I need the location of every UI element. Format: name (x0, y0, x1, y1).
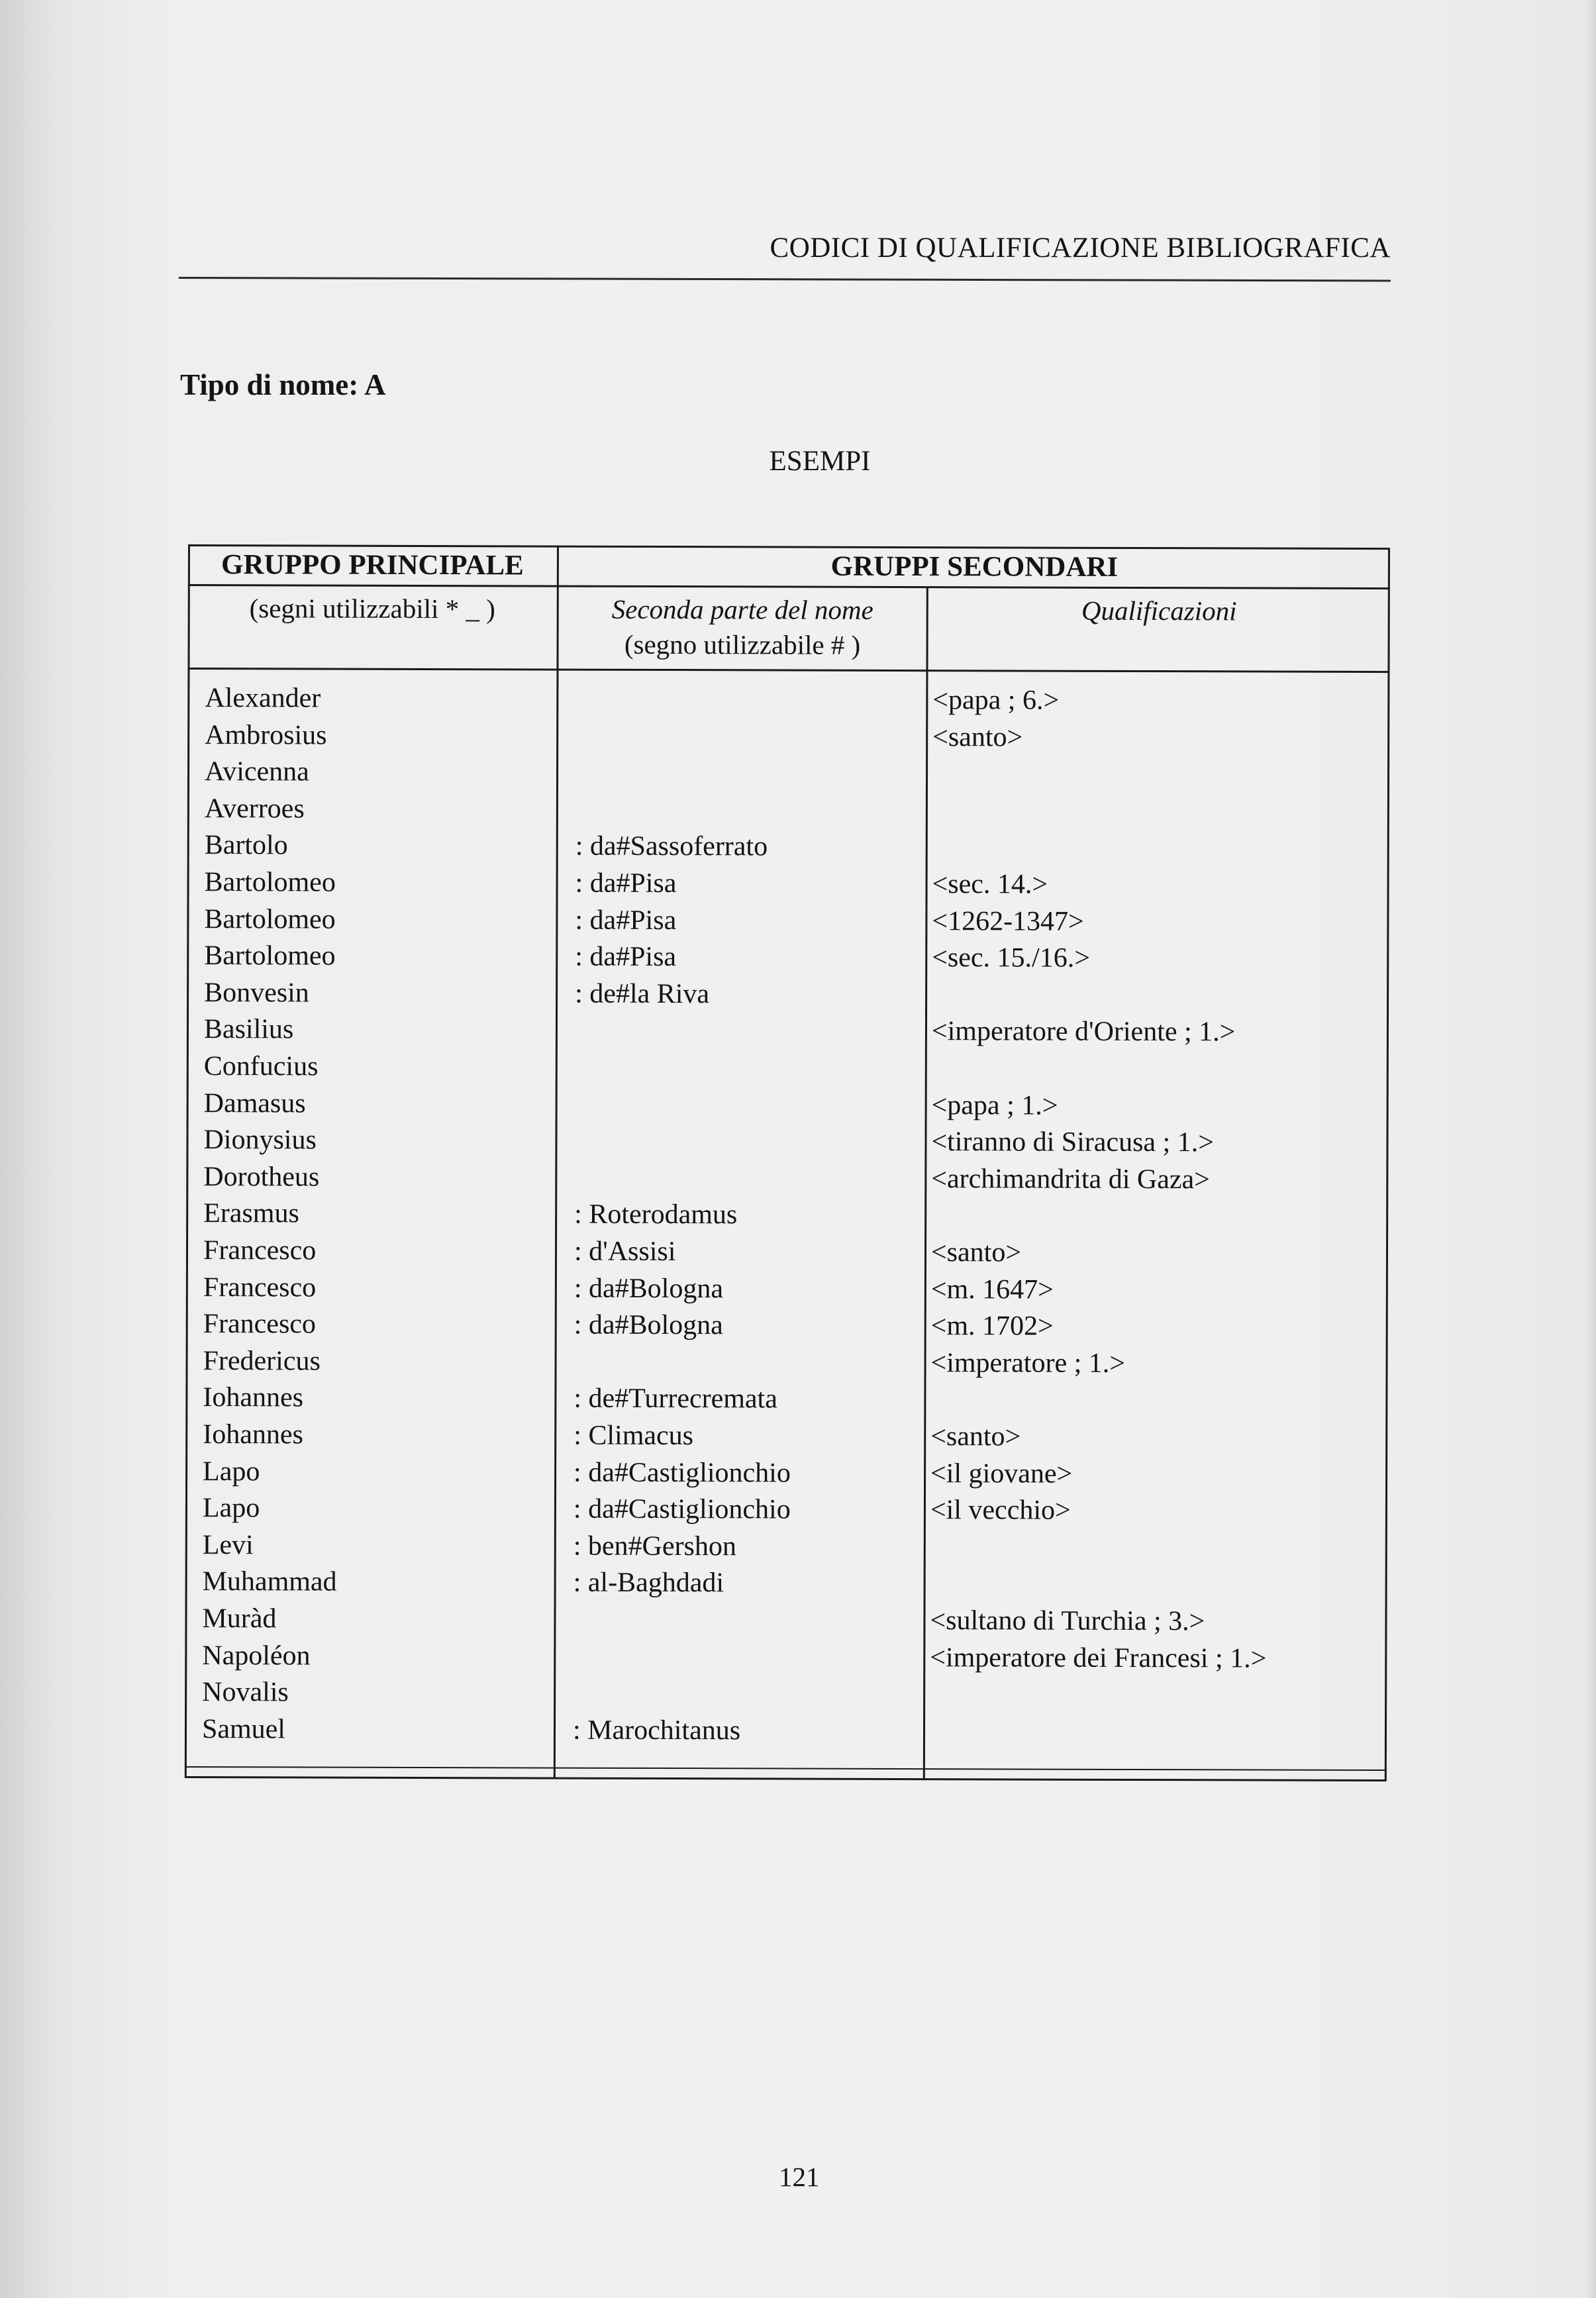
cell-main-group: Samuel (201, 1713, 286, 1745)
cell-main-group: Lapo (203, 1456, 260, 1487)
cell-main-group: Confucius (203, 1051, 319, 1082)
table-row (186, 1234, 1388, 1274)
header-qualifications: Qualificazioni (1081, 595, 1237, 626)
cell-second-part: : de#Turrecremata (574, 1383, 777, 1415)
running-header: CODICI DI QUALIFICAZIONE BIBLIOGRAFICA (770, 232, 1391, 264)
table-row (185, 1492, 1387, 1532)
table-row (187, 719, 1389, 759)
cell-qualification: <archimandrita di Gaza> (931, 1163, 1210, 1195)
cell-qualification: <imperatore d'Oriente ; 1.> (931, 1016, 1236, 1048)
cell-second-part: : da#Castiglionchio (573, 1493, 791, 1525)
examples-table (185, 544, 1390, 1781)
cell-qualification: <imperatore ; 1.> (930, 1347, 1126, 1379)
cell-main-group: Dionysius (203, 1124, 317, 1156)
table-row (186, 1124, 1388, 1164)
header-main-group-sub: (segni utilizzabili * _ ) (249, 593, 495, 624)
table-row (186, 1272, 1388, 1311)
cell-main-group: Erasmus (203, 1198, 299, 1229)
cell-qualification: <papa ; 1.> (931, 1089, 1058, 1121)
cell-second-part: : da#Bologna (574, 1309, 723, 1341)
name-type-label: Tipo di nome: A (180, 368, 386, 401)
table-row (185, 1345, 1387, 1385)
table-row (185, 1456, 1387, 1495)
table-row (185, 1713, 1387, 1753)
cell-main-group: Levi (202, 1529, 254, 1561)
cell-qualification: <santo> (930, 1237, 1022, 1268)
table-row (187, 1087, 1389, 1127)
cell-second-part: : da#Bologna (574, 1273, 724, 1304)
cell-qualification: <sultano di Turchia ; 3.> (930, 1605, 1205, 1637)
cell-second-part: : Marochitanus (572, 1715, 741, 1746)
cell-main-group: Avicenna (204, 756, 309, 787)
table-row (187, 793, 1389, 832)
cell-main-group: Francesco (203, 1272, 317, 1303)
table-row (186, 1161, 1388, 1201)
header-second-part-sub: (segno utilizzabile # ) (624, 628, 861, 660)
cell-qualification: <papa ; 6.> (932, 685, 1060, 716)
cell-main-group: Dorotheus (203, 1161, 320, 1193)
table-row (187, 829, 1389, 869)
cell-main-group: Ambrosius (205, 719, 327, 751)
cell-second-part: : Roterodamus (574, 1199, 738, 1230)
cell-main-group: Bonvesin (204, 977, 309, 1009)
table-row (187, 903, 1389, 943)
cell-qualification: <santo> (930, 1421, 1021, 1452)
cell-qualification: <imperatore dei Francesi ; 1.> (930, 1642, 1267, 1674)
cell-main-group: Francesco (203, 1235, 317, 1266)
table-row (186, 1197, 1388, 1237)
cell-qualification: <m. 1647> (930, 1274, 1054, 1305)
cell-qualification: <il giovane> (930, 1458, 1073, 1489)
page-number: 121 (779, 2162, 820, 2192)
table-row (185, 1640, 1387, 1679)
cell-main-group: Francesco (203, 1309, 317, 1340)
table-row (185, 1676, 1387, 1716)
table-row (187, 977, 1389, 1017)
header-main-group: GRUPPO PRINCIPALE (221, 549, 524, 581)
cell-main-group: Lapo (202, 1493, 260, 1524)
table-row (187, 1013, 1389, 1053)
cell-qualification: <1262-1347> (932, 905, 1084, 937)
header-secondary-groups: GRUPPI SECONDARI (830, 550, 1119, 583)
cell-second-part: : da#Pisa (575, 868, 677, 899)
cell-second-part: : d'Assisi (574, 1236, 676, 1268)
cell-second-part: : da#Pisa (575, 905, 677, 936)
cell-qualification: <sec. 14.> (932, 869, 1048, 900)
cell-qualification: <santo> (932, 721, 1023, 753)
table-row (187, 682, 1389, 722)
table-row (185, 1566, 1387, 1605)
cell-main-group: Damasus (203, 1087, 306, 1119)
cell-main-group: Iohannes (203, 1419, 303, 1450)
table-row (187, 866, 1389, 906)
cell-second-part: : de#la Riva (575, 978, 710, 1009)
cell-main-group: Muhammad (202, 1566, 337, 1598)
header-second-part-title: Seconda parte del nome (611, 593, 873, 625)
cell-main-group: Averroes (204, 793, 305, 824)
cell-main-group: Bartolo (204, 830, 288, 861)
cell-second-part: : ben#Gershon (573, 1530, 736, 1562)
table-row (187, 1050, 1389, 1090)
table-row (185, 1529, 1387, 1569)
cell-main-group: Iohannes (203, 1382, 304, 1413)
cell-main-group: Bartolomeo (204, 903, 336, 935)
cell-main-group: Basilius (203, 1014, 294, 1045)
cell-main-group: Fredericus (203, 1345, 321, 1377)
cell-main-group: Novalis (202, 1677, 289, 1708)
cell-qualification: <m. 1702> (930, 1311, 1054, 1342)
cell-main-group: Bartolomeo (204, 867, 336, 898)
cell-second-part: : da#Castiglionchio (574, 1457, 791, 1489)
cell-second-part: : da#Sassoferrato (575, 831, 768, 862)
table-row (187, 756, 1389, 795)
table-row (185, 1381, 1387, 1421)
table-row (187, 940, 1389, 979)
cell-qualification: <il vecchio> (930, 1495, 1071, 1526)
page-edge-shadow (1584, 0, 1596, 2298)
cell-qualification: <tiranno di Siracusa ; 1.> (931, 1126, 1215, 1158)
cell-second-part: : Climacus (574, 1420, 694, 1452)
cell-qualification: <sec. 15./16.> (932, 942, 1090, 974)
cell-second-part: : al-Baghdadi (573, 1568, 724, 1599)
cell-main-group: Alexander (205, 683, 321, 714)
table-row (186, 1308, 1388, 1348)
examples-heading: ESEMPI (769, 446, 871, 477)
table-row (185, 1419, 1387, 1458)
header-second-part (559, 592, 926, 664)
cell-second-part: : da#Pisa (575, 941, 677, 973)
cell-main-group: Napoléon (202, 1640, 311, 1672)
cell-main-group: Muràd (202, 1603, 277, 1634)
table-row (185, 1603, 1387, 1642)
cell-main-group: Bartolomeo (204, 940, 336, 972)
